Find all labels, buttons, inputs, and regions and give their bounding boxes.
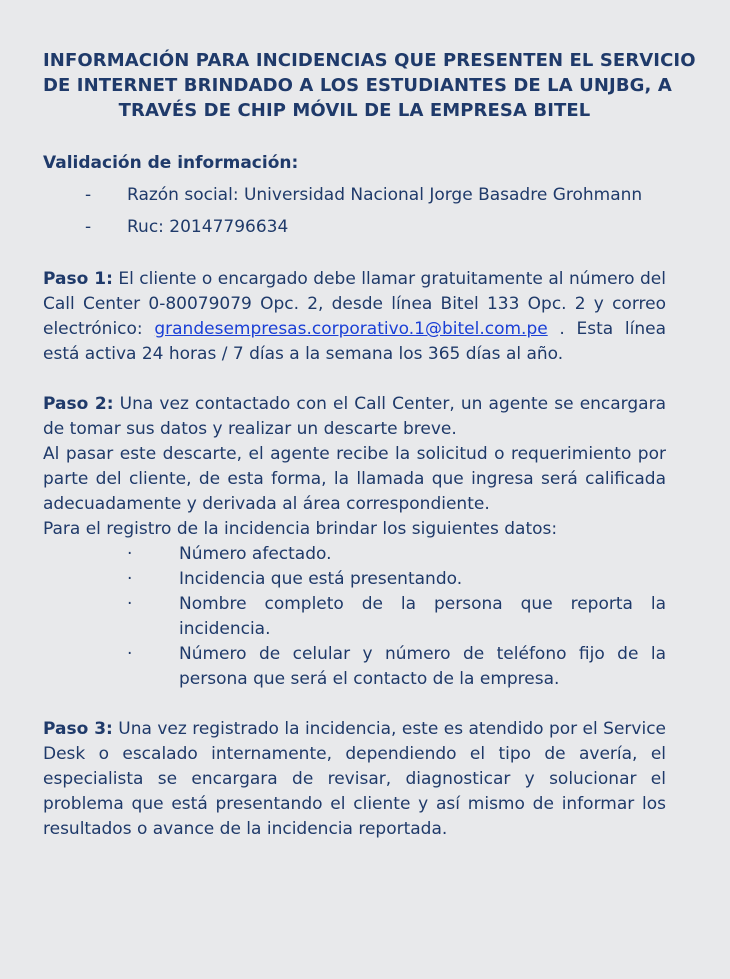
document-title xyxy=(43,48,696,123)
paso-1-paragraph xyxy=(43,267,666,367)
paso-1-text-a: El cliente o encargado debe llamar gratuitamente al número del Call Center 0-80079079 Opc. 2, desde línea Bitel 133 Opc. 2 y correo electrónico: xyxy=(43,269,666,339)
validation-list xyxy=(43,179,666,243)
paso-3-paragraph xyxy=(43,717,666,842)
bullet-marker: · xyxy=(127,569,133,589)
required-data-text: Número afectado. xyxy=(179,544,332,564)
validation-item-text: Ruc: 20147796634 xyxy=(127,217,289,237)
dash-marker: - xyxy=(85,185,92,205)
validation-item-razon-social xyxy=(43,179,666,211)
bullet-marker: · xyxy=(127,594,133,614)
paso-1-text-b: . Esta línea está activa 24 horas / 7 días a la semana los 365 días al año. xyxy=(43,319,666,364)
paso-1-label: Paso 1: xyxy=(43,269,113,289)
paso-2-label: Paso 2: xyxy=(43,394,114,414)
paso-3-label: Paso 3: xyxy=(43,719,113,739)
required-data-item xyxy=(43,567,666,592)
required-data-item xyxy=(43,642,666,692)
required-data-text: Incidencia que está presentando. xyxy=(179,569,463,589)
title-line-3: TRAVÉS DE CHIP MÓVIL DE LA EMPRESA BITEL xyxy=(118,100,591,121)
paso-2-paragraph xyxy=(43,392,666,442)
required-data-text: Nombre completo de la persona que reporta la incidencia. xyxy=(179,594,666,639)
paso-2-detail: Al pasar este descarte, el agente recibe la solicitud o requerimiento por parte del cliente, de esta forma, la llamada que ingresa será calificada adecuadamente y derivada al área correspondiente. xyxy=(43,444,666,514)
dash-marker: - xyxy=(85,217,92,237)
title-line-1: INFORMACIÓN PARA INCIDENCIAS QUE PRESENTEN EL SERVICIO xyxy=(43,50,696,71)
paso-2-text-a: Una vez contactado con el Call Center, un agente se encargara de tomar sus datos y realizar un descarte breve. xyxy=(43,394,666,439)
validation-heading: Validación de información: xyxy=(43,153,299,173)
support-email-link[interactable]: grandesempresas.corporativo.1@bitel.com.pe xyxy=(154,319,548,339)
required-data-item xyxy=(43,542,666,567)
validation-item-text: Razón social: Universidad Nacional Jorge Basadre Grohmann xyxy=(127,185,643,205)
paso-3-text: Una vez registrado la incidencia, este es atendido por el Service Desk o escalado internamente, dependiendo el tipo de avería, el especialista se encargara de revisar, diagnosticar y solucionar el problema que está presentando el cliente y así mismo de informar los resultados o avance de la incidencia reportada. xyxy=(43,719,666,839)
required-data-item xyxy=(43,592,666,642)
bullet-marker: · xyxy=(127,644,133,664)
title-line-2: DE INTERNET BRINDADO A LOS ESTUDIANTES DE LA UNJBG, A xyxy=(43,75,672,96)
required-data-text: Número de celular y número de teléfono fijo de la persona que será el contacto de la empresa. xyxy=(179,644,666,689)
bullet-marker: · xyxy=(127,544,133,564)
validation-item-ruc xyxy=(43,211,666,243)
paso-2-registry-intro: Para el registro de la incidencia brindar los siguientes datos: xyxy=(43,519,558,539)
required-data-list xyxy=(43,542,666,692)
